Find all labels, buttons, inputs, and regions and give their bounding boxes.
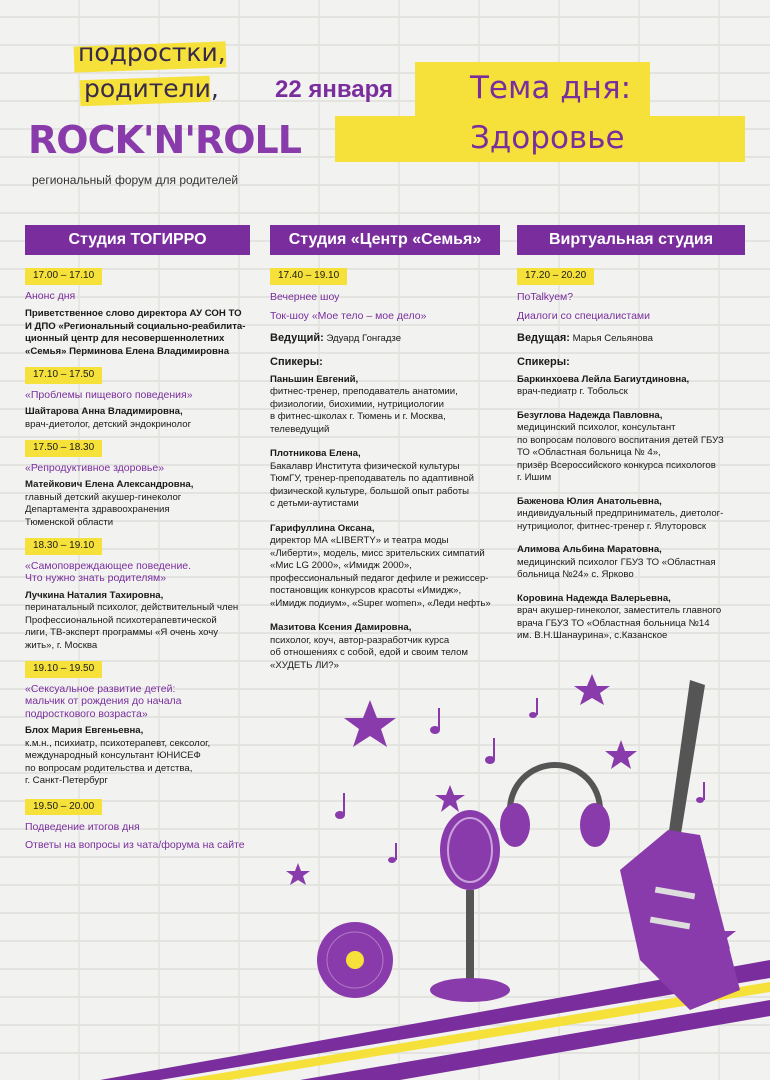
speaker-info: фитнес-тренер, преподаватель анатомии,: [270, 386, 458, 397]
session-time: 18.30 – 19.10: [25, 538, 102, 555]
session-time: 17.50 – 18.30: [25, 440, 102, 457]
vinyl-record-icon: [317, 922, 393, 998]
speaker-name: Баркинхоева Лейла Багиутдиновна,: [517, 373, 690, 385]
logo-line-2: родители,: [84, 74, 219, 103]
speaker-info: «Имидж подиум», «Super women», «Леди нефть»: [270, 597, 491, 609]
speaker-name: Баженова Юлия Анатольевна,: [517, 495, 662, 507]
session-title: Что нужно знать родителям»: [25, 572, 167, 584]
speaker-info: больница №24» с. Ярково: [517, 569, 634, 580]
speaker-info: лиги, ТВ-эксперт программы «Я очень хочу: [25, 627, 219, 638]
session-body: И ДПО «Региональный социально-реабилита-: [25, 320, 246, 332]
host-line: [270, 332, 510, 346]
speaker-info: постановщик конкурсов красоты «Имидж»,: [270, 585, 462, 596]
speaker-name: Лучкина Наталия Тахировна,: [25, 589, 164, 601]
session-title: Ответы на вопросы из чата/форума на сайте: [25, 838, 245, 851]
logo: [28, 38, 301, 188]
guitar-icon: [620, 680, 740, 1010]
microphone-icon: [430, 810, 510, 1002]
column-header-semya: Студия «Центр «Семья»: [270, 225, 500, 255]
speaker-info: нутрициолог, фитнес-тренер г. Ялуторовск: [517, 520, 707, 532]
session-title: Диалоги со специалистами: [517, 310, 650, 322]
speaker-info: по вопросам полового воспитания детей ГБУЗ: [517, 434, 724, 446]
session-title: мальчик от рождения до начала: [25, 695, 182, 707]
session-time: 17.20 – 20.20: [517, 268, 594, 285]
session-body: Приветственное слово директора АУ СОН ТО: [25, 308, 242, 319]
speaker-info: психолог, коуч, автор-разработчик курса: [270, 634, 450, 646]
host-label: Ведущий:: [270, 331, 324, 344]
speaker-info: ТО «Областная больница № 4»,: [517, 447, 661, 458]
speaker-info: жить», г. Москва: [25, 639, 98, 651]
session-time: 17.40 – 19.10: [270, 268, 347, 285]
speaker-name: Блох Мария Евгеньевна,: [25, 725, 144, 736]
speaker-info: ТюмГУ, тренер-преподаватель по адаптивной: [270, 473, 474, 484]
session-time: 19.10 – 19.50: [25, 661, 102, 678]
speaker-info: физической культуре, большой опыт работы: [270, 485, 470, 497]
speaker-info: профессиональный педагог дефиле и режиссер-: [270, 572, 489, 584]
session-time: 19.50 – 20.00: [25, 799, 102, 816]
session-title: Ток-шоу «Мое тело – мое дело»: [270, 310, 427, 322]
speaker-info: Департамента здравоохранения: [25, 504, 170, 515]
logo-line-1: подростки,: [78, 38, 226, 67]
column-header-togirro: Студия ТОГИРРО: [25, 225, 250, 255]
speaker-info: врач акушер-гинеколог, заместитель главного: [517, 605, 722, 616]
star-icon: [574, 674, 610, 705]
speaker-info: главный детский акушер-гинеколог: [25, 491, 182, 503]
column-header-virtual: Виртуальная студия: [517, 225, 745, 255]
session-body: «Семья» Перминова Елена Владимировна: [25, 345, 230, 357]
speaker-info: перинатальный психолог, действительный член: [25, 602, 239, 613]
speaker-info: г. Санкт-Петербург: [25, 775, 108, 786]
speaker-info: телеведущий: [270, 423, 330, 435]
speaker: [517, 374, 762, 399]
speaker-name: Коровина Надежда Валерьевна,: [517, 592, 671, 604]
host-line: [517, 332, 762, 346]
speaker-info: директор МА «LIBERTY» и театра моды: [270, 535, 449, 546]
speaker-name: Алимова Альбина Маратовна,: [517, 544, 662, 555]
speaker: [517, 496, 762, 534]
speaker-name: Гарифуллина Оксана,: [270, 522, 375, 534]
theme-value: Здоровье: [470, 120, 625, 156]
column-virtual: [517, 268, 762, 643]
session-title: «Репродуктивное здоровье»: [25, 461, 165, 474]
speaker: [270, 374, 510, 437]
speaker-info: Тюменской области: [25, 516, 114, 528]
logo-subtitle: региональный форум для родителей: [32, 173, 239, 187]
music-illustration: [0, 660, 770, 1080]
star-icon: [286, 863, 310, 885]
speakers-label: Спикеры:: [270, 356, 323, 368]
speaker-info: Бакалавр Института физической культуры: [270, 460, 460, 472]
column-semya: [270, 268, 510, 672]
speaker-info: «Либерти», модель, мисс зрительских симпатий: [270, 547, 485, 559]
event-date: 22 января: [275, 76, 393, 103]
speaker: [270, 523, 510, 611]
host-name: Марья Сельянова: [572, 332, 653, 344]
speaker: [517, 544, 762, 582]
speaker-info: индивидуальный предприниматель, диетолог-: [517, 508, 724, 519]
speaker-name: Мазитова Ксения Дамировна,: [270, 622, 412, 633]
session-time: 17.00 – 17.10: [25, 268, 102, 285]
speaker-info: им. В.Н.Шанаурина», с.Казанское: [517, 630, 668, 641]
speaker-info: медицинский психолог, консультант: [517, 422, 676, 433]
speaker-info: врач-диетолог, детский эндокринолог: [25, 418, 192, 430]
session-title: «Проблемы пищевого поведения»: [25, 388, 193, 401]
speaker-info: призёр Всероссийского конкурса психологов: [517, 459, 716, 471]
star-icon: [605, 740, 637, 769]
speaker-name: Безуглова Надежда Павловна,: [517, 409, 663, 421]
session-title: Анонс дня: [25, 289, 76, 302]
speaker: [270, 448, 510, 511]
speaker-info: в фитнес-школах г. Тюмень и г. Москва,: [270, 411, 446, 422]
headphones-icon: [500, 765, 610, 847]
session-title: ПоTalkуем?: [517, 290, 574, 303]
speaker-name: Плотникова Елена,: [270, 448, 361, 459]
speaker-info: г. Ишим: [517, 472, 552, 483]
session-title: подросткового возраста»: [25, 707, 148, 720]
speakers-label: Спикеры:: [517, 356, 570, 368]
speaker-name: Шайтарова Анна Владимировна,: [25, 406, 183, 417]
star-icon: [435, 785, 465, 812]
host-name: Эдуард Гонгадзе: [326, 332, 402, 344]
speaker-info: по вопросам родительства и детства,: [25, 762, 193, 774]
speaker-info: врача ГБУЗ ТО «Областная больница №14: [517, 617, 710, 629]
host-label: Ведущая:: [517, 331, 570, 344]
session: [25, 268, 260, 358]
speaker-info: международный консультант ЮНИСЕФ: [25, 750, 201, 761]
session: [25, 538, 260, 652]
star-icon: [344, 700, 396, 747]
theme-label: Тема дня:: [470, 70, 632, 106]
speaker-info: Профессиональной психотерапевтической: [25, 614, 217, 626]
speaker-name: Матейкович Елена Александровна,: [25, 479, 194, 490]
session: [25, 367, 260, 431]
session-body: ционный центр для несовершеннолетних: [25, 333, 225, 344]
speaker-info: врач-педиатр г. Тобольск: [517, 386, 628, 397]
session-time: 17.10 – 17.50: [25, 367, 102, 384]
session-title: «Самоповреждающее поведение.: [25, 559, 192, 572]
speaker-info: к.м.н., психиатр, психотерапевт, сексолог,: [25, 737, 211, 749]
session-title: Вечернее шоу: [270, 290, 340, 303]
session-title: «Сексуальное развитие детей:: [25, 682, 176, 695]
logo-rock: ROCK'N'ROLL: [28, 118, 301, 162]
speaker-info: «ХУДЕТЬ ЛИ?»: [270, 659, 339, 671]
session: [25, 440, 260, 529]
speaker-info: об отношениях с собой, едой и своим телом: [270, 647, 469, 658]
speaker-name: Паньшин Евгений,: [270, 373, 359, 385]
speaker-info: медицинский психолог ГБУЗ ТО «Областная: [517, 556, 716, 568]
speaker-info: «Мис LG 2000», «Имидж 2000»,: [270, 560, 412, 571]
session-title: Подведение итогов дня: [25, 821, 140, 833]
speaker-info: физиологии, биохимии, нутрициологии: [270, 398, 445, 410]
speaker: [517, 410, 762, 485]
speaker: [517, 593, 762, 643]
speaker-info: с детьми-аутистами: [270, 498, 359, 509]
